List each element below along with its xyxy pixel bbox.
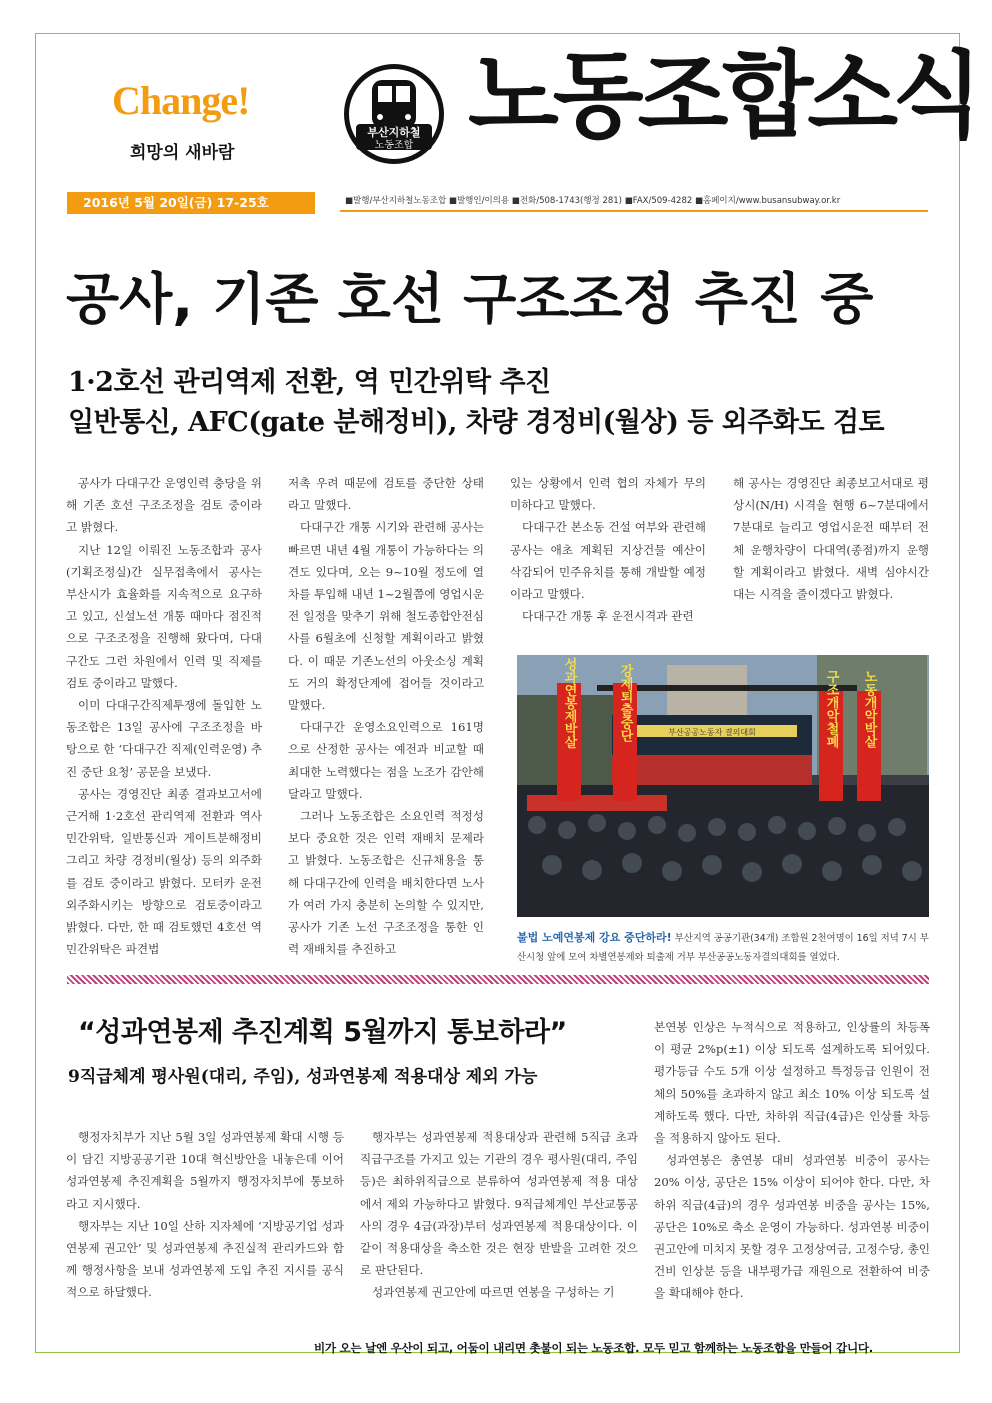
newsletter-title: 노동조합소식 [468,42,977,151]
article2-column-2 [360,1126,638,1304]
article2-column-3 [654,1016,930,1305]
article2-subheadline: 9직급체계 평사원(대리, 주임), 성과연봉제 적용대상 제외 가능 [68,1067,538,1087]
article1-column-1 [66,472,262,960]
article1-subheadline-1: 1·2호선 관리역제 전환, 역 민간위탁 추진 [68,367,551,398]
paragraph: 공사는 경영진단 최종 결과보고서에 근거해 1·2호선 관리역제 전환과 역사 민간위탁, 일반통신과 게이트분해정비 그리고 차량 경정비(월상) 등의 외주화를 검토 중이라고 밝혔다. 모터카 운전 외주화시키는 방향으로 검토중이라고 밝혔다. 다만, 한 때 검토했던 4호선 역 민간위탁은 파견법 [66,786,262,957]
photo-caption [517,928,935,967]
paragraph: 이미 다대구간직제투쟁에 돌입한 노동조합은 13일 공사에 구조조정을 바탕으로 한 ‘다대구간 직제(인력운영) 추진 중단 요청’ 공문을 보냈다. [66,698,262,779]
banner-text: 강제퇴출중단 [617,664,633,742]
paragraph: 해 공사는 경영진단 최종보고서대로 평상시(N/H) 시격을 현행 6~7분대에서 7분대로 늘리고 영업시운전 때부터 전체 운행차량이 다대역(종점)까지 운행할 계획이라고 밝혔다. 새벽 심야시간대는 시격을 줄이겠다고 밝혔다. [733,476,929,602]
paragraph: 행정자치부가 지난 5월 3일 성과연봉제 확대 시행 등이 담긴 지방공공기관 10대 혁신방안을 내놓은데 이어 성과연봉제 추진계획을 5월까지 행정자치부에 통보하라고 지시했다. [66,1130,344,1211]
section-divider [67,975,929,984]
article2-headline: “성과연봉제 추진계획 5월까지 통보하라” [78,1017,567,1048]
paragraph: 성과연봉은 총연봉 대비 성과연봉 비중이 공사는 20% 이상, 공단은 15% 이상이 되어야 한다. 다만, 차하위 직급(4급)의 경우 성과연봉 비중을 공사는 15%, 공단은 10%로 축소 운영이 가능하다. 성과연봉 비중이 권고안에 미치지 못할 경우 고정상여금, 고정수당, 총인건비 인상분 등을 내부평가급 재원으로 전환하여 비중을 확대해야 한다. [654,1153,930,1301]
article1-column-3 [510,472,706,627]
article1-column-4 [733,472,929,605]
header-rule [340,210,928,212]
paragraph: 다대구간 본소동 건설 여부와 관련해 공사는 애초 계획된 지상건물 예산이 삭감되어 민주유치를 통해 개발할 예정이라고 말했다. [510,520,706,602]
article1-column-2 [288,472,484,960]
paragraph: 행자부는 지난 10일 산하 지자체에 ‘지방공기업 성과연봉제 권고안’ 및 성과연봉제 추진실적 관리카드와 함께 행정사항을 보내 성과연봉제 도입 추진 지시를 공식적으로 하달했다. [66,1218,344,1300]
paragraph: 공사가 다대구간 운영인력 충당을 위해 기존 호선 구조조정을 검토 중이라고 밝혔다. [66,476,262,535]
paragraph: 성과연봉제 권고안에 따르면 연봉을 구성하는 기 [372,1285,615,1300]
paragraph: 있는 상황에서 인력 협의 자체가 무의미하다고 말했다. [510,476,706,513]
paragraph: 저촉 우려 때문에 검토를 중단한 상태라고 말했다. [288,476,484,513]
logo-text-2: 노동조합 [374,140,414,151]
article2-column-1 [66,1126,344,1304]
paragraph: 다대구간 운영소요인력으로 161명으로 산정한 공사는 예전과 비교할 때 최대한 노력했다는 점을 노조가 감안해 달라고 말했다. [288,720,484,801]
paragraph: 지난 12일 이뤄진 노동조합과 공사(기획조정실)간 실무접촉에서 공사는 부산시가 효율화를 지속적으로 요구하고 있고, 신설노선 개통 때마다 점진적으로 구조조정을 진행해 왔다며, 다대구간도 그런 차원에서 인력 및 직제를 검토 중이라고 말했다. [66,542,262,690]
publisher-info: ■발행/부산지하철노동조합 ■발행인/이의용 ■전화/508-1743(행정 281) ■FAX/509-4282 ■홈페이지/www.busansubway.or.kr [345,196,841,206]
article1-headline: 공사, 기존 호선 구조조정 추진 중 [66,267,874,331]
caption-text: 부산지역 공공기관(34개) 조합원 2천여명이 16일 저녁 7시 부산시청 앞에 모여 차별연봉제와 퇴출제 거부 부산공공노동자결의대회를 열었다. [517,933,929,963]
slogan-subtitle: 희망의 새바람 [130,143,235,163]
slogan: Change! [112,78,250,123]
stage-sign: 부산공공노동자 결의대회 [668,728,756,737]
paragraph: 다대구간 개통 후 운전시격과 관련 [522,609,694,624]
union-logo-subway-icon [342,62,446,166]
paragraph: 행자부는 성과연봉제 적용대상과 관련해 5직급 초과 직급구조를 가지고 있는 기관의 경우 평사원(대리, 주임 등)은 최하위직급으로 분류하여 성과연봉제 적용 대상에서 제외 가능하다고 밝혔다. 9직급체계인 부산교통공사의 경우 4급(과장)부터 성과연봉제 적용대상이다. 이 같이 적용대상을 축소한 것은 현장 반발을 고려한 것으로 판단된다. [360,1130,638,1278]
paragraph: 다대구간 개통 시기와 관련해 공사는 빠르면 내년 4월 개통이 가능하다는 의견도 있다며, 오는 9~10월 정도에 열차를 투입해 내년 1~2월쯤에 영업시운전 일정을 맞추기 위해 철도종합안전심사를 6월초에 신청할 계획이라고 밝혔다. 이 때문 기존노선의 아웃소싱 계획도 거의 확정단계에 접어들 것이라고 말했다. [288,520,485,713]
banner-text: 성과연봉제박살 [561,657,577,749]
paragraph: 본연봉 인상은 누적식으로 적용하고, 인상률의 차등폭이 평균 2%p(±1) 이상 되도록 설계하도록 되어있다. 평가등급 수도 5개 이상 설정하고 특정등급 인원이 전체의 50%를 초과하지 않고 최소 10% 이상 되도록 설계하도록 했다. 다만, 차하위 직급(4급)은 인상률 차등을 적용하지 않아도 된다. [654,1020,930,1146]
banner-text: 노동개악박살 [861,670,877,748]
caption-title: 불법 노예연봉제 강요 중단하라! [517,931,672,944]
logo-text-1: 부산지하철 [367,126,421,139]
article1-subheadline-2: 일반통신, AFC(gate 분해정비), 차량 경정비(월상) 등 외주화도 검토 [68,407,885,438]
paragraph: 그러나 노동조합은 소요인력 적정성보다 중요한 것은 인력 재배치 문제라고 밝혔다. 노동조합은 신규채용을 통해 다대구간에 인력을 배치한다면 노사가 여러 가지 충분히 논의할 수 있지만, 공사가 기존 노선 구조조정을 통한 인력 재배치를 추진하고 [288,809,484,957]
issue-date: 2016년 5월 20일(금) 17-25호 [67,192,315,214]
footer-slogan: 비가 오는 날엔 우산이 되고, 어둠이 내리면 촛불이 되는 노동조합. 모두 믿고 함께하는 노동조합을 만들어 갑니다. [314,1341,873,1355]
banner-text: 구조개악철폐 [823,670,839,748]
rally-photo [517,655,929,917]
